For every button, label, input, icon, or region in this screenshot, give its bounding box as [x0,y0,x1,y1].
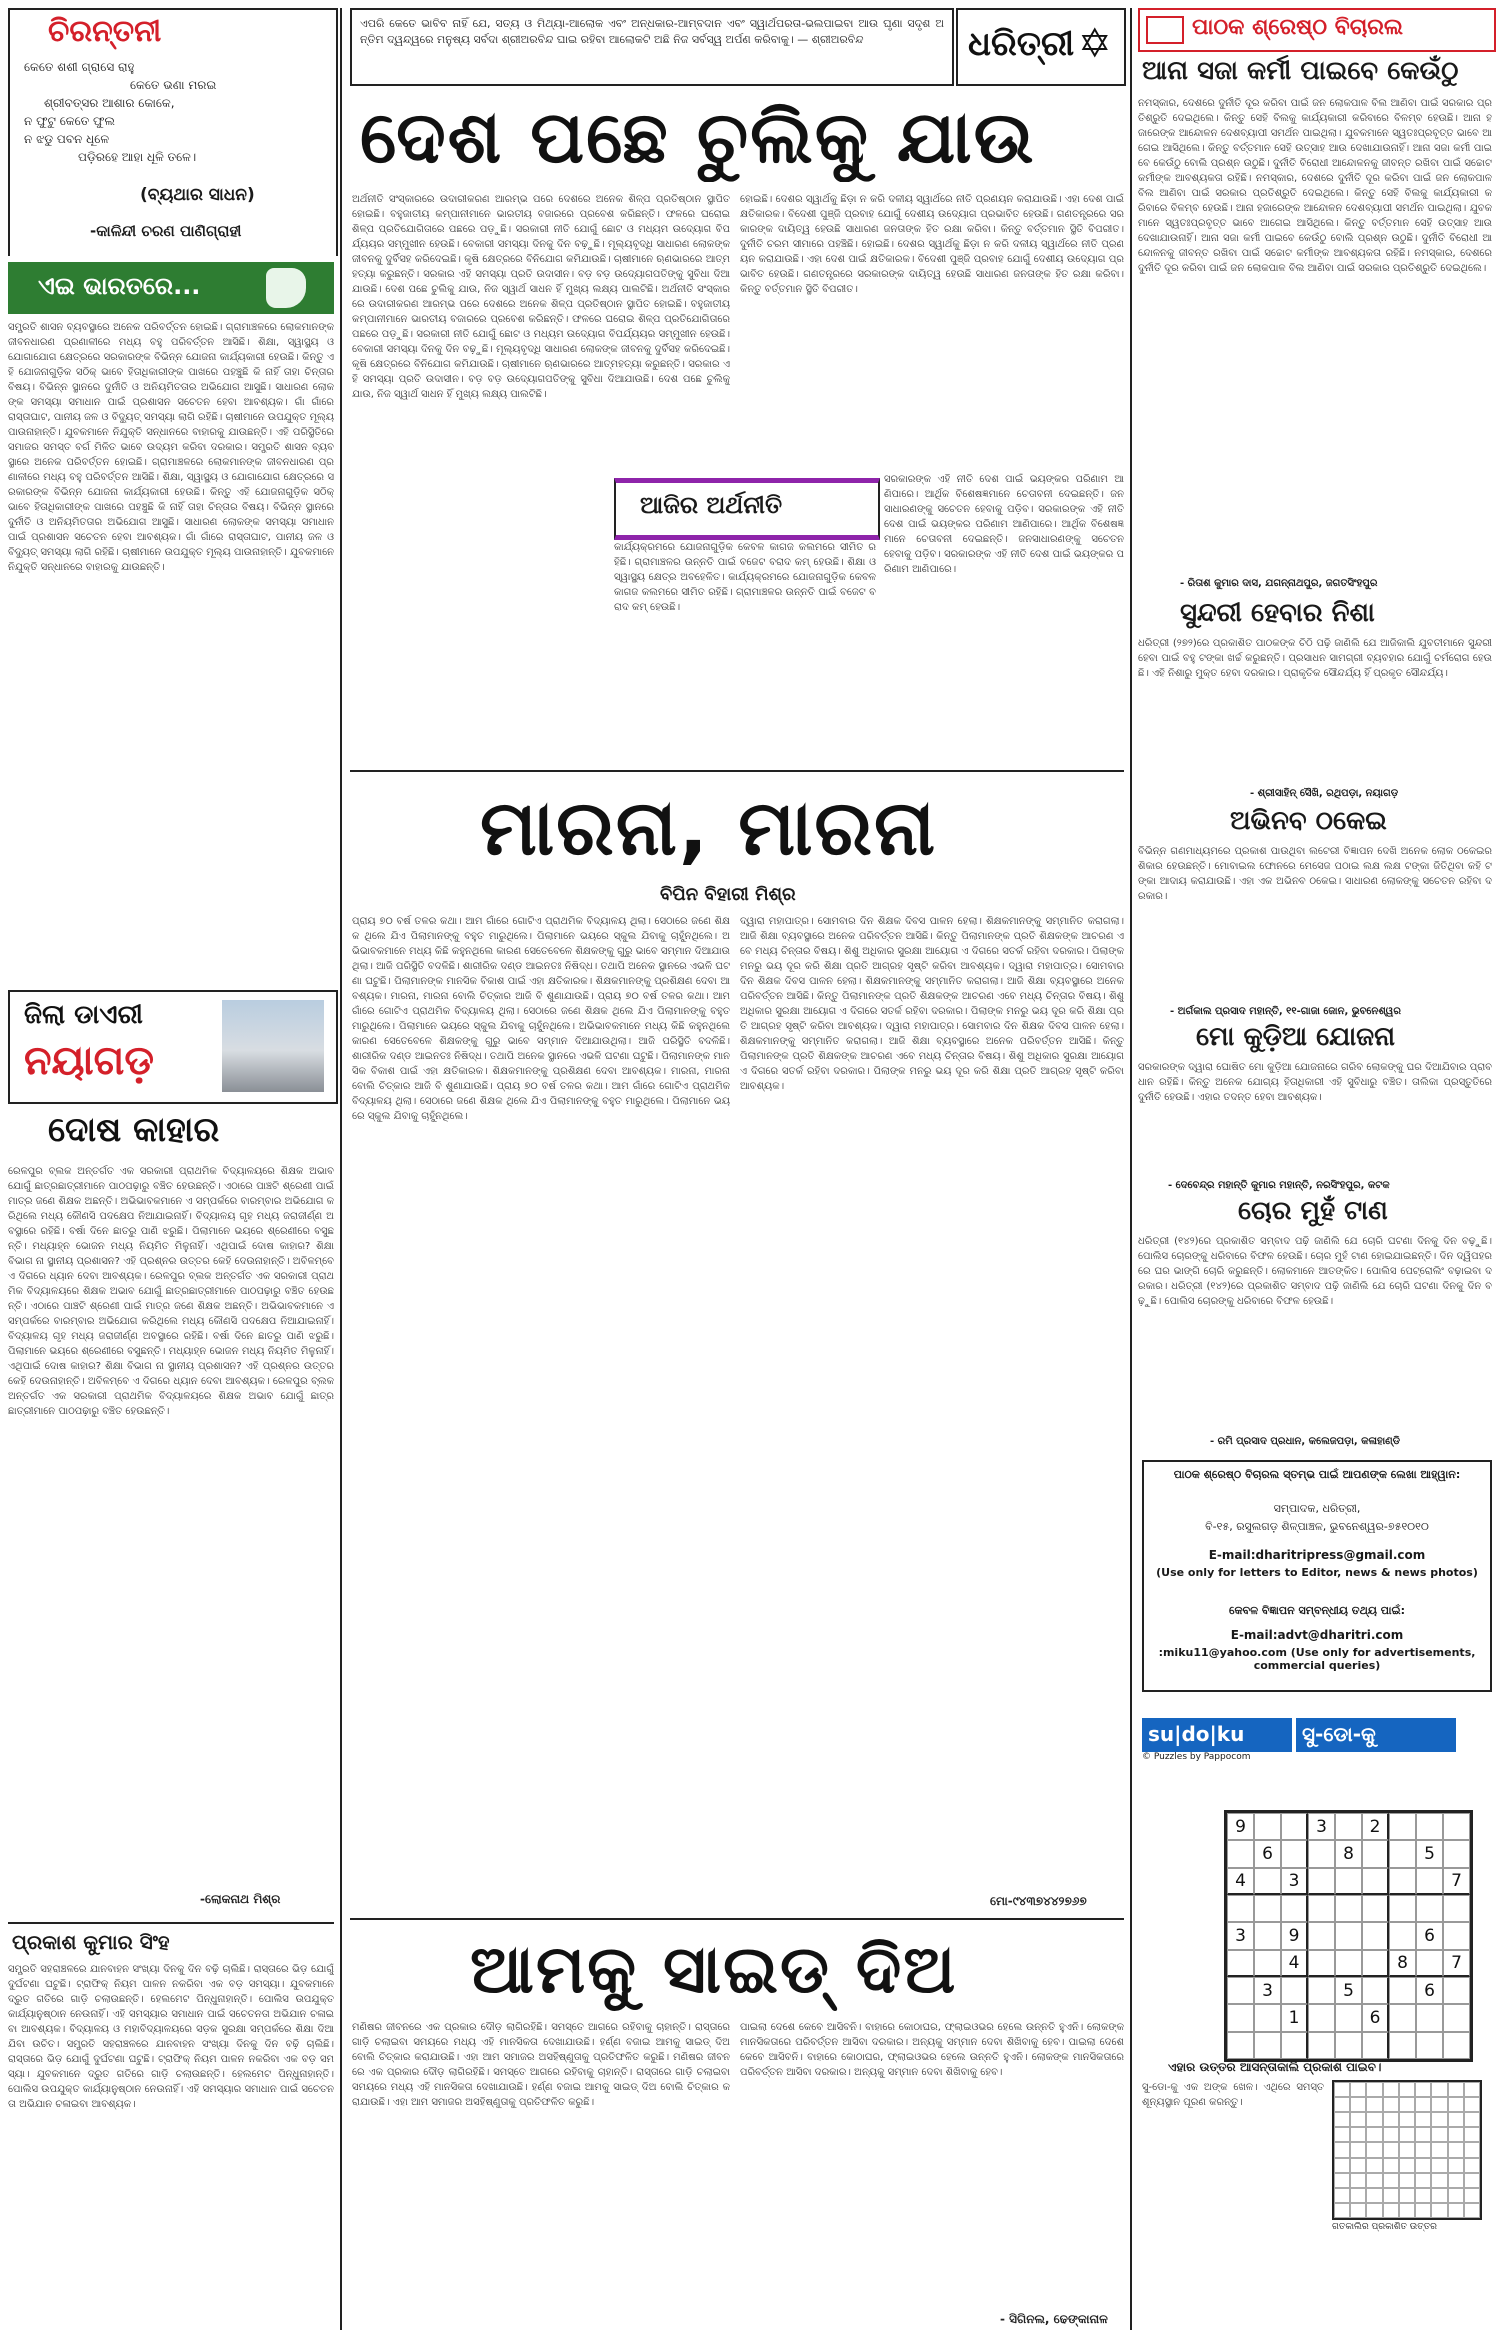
sudoku-cell[interactable] [1389,2004,1416,2031]
poem-line-3: ଶ୍ରୀବତ୍ସର ଆଶାର କୋକେ, [44,96,175,110]
mini-sudoku-cell [1350,2082,1366,2097]
mini-sudoku-cell [1431,2173,1447,2188]
zilla-diary-box [8,990,338,1104]
sudoku-cell[interactable] [1335,1868,1362,1895]
mini-sudoku-cell [1399,2158,1415,2173]
mini-sudoku-cell [1350,2173,1366,2188]
sudoku-cell[interactable] [1443,2004,1470,2031]
mini-sudoku-cell [1366,2082,1382,2097]
mini-sudoku-cell [1350,2158,1366,2173]
sudoku-cell[interactable] [1362,1868,1389,1895]
mini-sudoku-cell [1448,2158,1464,2173]
dosh-kahara-article: ରେଳପୁର ବ୍ଲକ ଅନ୍ତର୍ଗତ ଏକ ସରକାରୀ ପ୍ରାଥମିକ ବିଦ୍ୟାଳୟରେ ଶିକ୍ଷକ ଅଭାବ ଯୋଗୁଁ ଛାତ୍ରଛାତ୍ରୀମାନେ ପାଠପଢ଼ାରୁ ବଞ୍ଚିତ ହେଉଛନ୍ତି। ଏଠାରେ ପାଞ୍ଚଟି ଶ୍ରେଣୀ ପାଇଁ ମାତ୍ର ଜଣେ ଶିକ୍ଷକ ଅଛନ୍ତି। ଅଭିଭାବକମାନେ ଏ ସମ୍ପର୍କରେ ବାରମ୍ବାର ଅଭିଯୋଗ କରିଥିଲେ ମଧ୍ୟ କୌଣସି ପଦକ୍ଷେପ ନିଆଯାଇନାହିଁ। ବିଦ୍ୟାଳୟ ଗୃହ ମଧ୍ୟ ଜରାଜୀର୍ଣ୍ଣ ଅବସ୍ଥାରେ ରହିଛି। ବର୍ଷା ଦିନେ ଛାତରୁ ପାଣି ଝରୁଛି। ପିଲାମାନେ ଭୟରେ ଶ୍ରେଣୀରେ ବସୁଛନ୍ତି। ମଧ୍ୟାହ୍ନ ଭୋଜନ ମଧ୍ୟ ନିୟମିତ ମିଳୁନାହିଁ। ଏଥିପାଇଁ ଦୋଷ କାହାର? ଶିକ୍ଷା ବିଭାଗ ନା ସ୍ଥାନୀୟ ପ୍ରଶାସନ? ଏହି ପ୍ରଶ୍ନର ଉତ୍ତର କେହି ଦେଉନାହାନ୍ତି। ଅବିଳମ୍ବେ ଏ ଦିଗରେ ଧ୍ୟାନ ଦେବା ଆବଶ୍ୟକ। ରେଳପୁର ବ୍ଲକ ଅନ୍ତର୍ଗତ ଏକ ସରକାରୀ ପ୍ରାଥମିକ ବିଦ୍ୟାଳୟରେ ଶିକ୍ଷକ ଅଭାବ ଯୋଗୁଁ ଛାତ୍ରଛାତ୍ରୀମାନେ ପାଠପଢ଼ାରୁ ବଞ୍ଚିତ ହେଉଛନ୍ତି। ଏଠାରେ ପାଞ୍ଚଟି ଶ୍ରେଣୀ ପାଇଁ ମାତ୍ର ଜଣେ ଶିକ୍ଷକ ଅଛନ୍ତି। ଅଭିଭାବକମାନେ ଏ ସମ୍ପର୍କରେ ବାରମ୍ବାର ଅଭିଯୋଗ କରିଥିଲେ ମଧ୍ୟ କୌଣସି ପଦକ୍ଷେପ ନିଆଯାଇନାହିଁ। ବିଦ୍ୟାଳୟ ଗୃହ ମଧ୍ୟ ଜରାଜୀର୍ଣ୍ଣ ଅବସ୍ଥାରେ ରହିଛି। ବର୍ଷା ଦିନେ ଛାତରୁ ପାଣି ଝରୁଛି। ପିଲାମାନେ ଭୟରେ ଶ୍ରେଣୀରେ ବସୁଛନ୍ତି। ମଧ୍ୟାହ୍ନ ଭୋଜନ ମଧ୍ୟ ନିୟମିତ ମିଳୁନାହିଁ। ଏଥିପାଇଁ ଦୋଷ କାହାର? ଶିକ୍ଷା ବିଭାଗ ନା ସ୍ଥାନୀୟ ପ୍ରଶାସନ? ଏହି ପ୍ରଶ୍ନର ଉତ୍ତର କେହି ଦେଉନାହାନ୍ତି। ଅବିଳମ୍ବେ ଏ ଦିଗରେ ଧ୍ୟାନ ଦେବା ଆବଶ୍ୟକ। ରେଳପୁର ବ୍ଲକ ଅନ୍ତର୍ଗତ ଏକ ସରକାରୀ ପ୍ରାଥମିକ ବିଦ୍ୟାଳୟରେ ଶିକ୍ଷକ ଅଭାବ ଯୋଗୁଁ ଛାତ୍ରଛାତ୍ରୀମାନେ ପାଠପଢ଼ାରୁ ବଞ୍ଚିତ ହେଉଛନ୍ତି। [8,1166,334,1417]
ei-bharatare-signature: -ଲୋକନାଥ ମିଶ୍ର [200,1892,281,1906]
mini-sudoku-cell [1464,2173,1480,2188]
sudoku-cell[interactable] [1335,1813,1362,1840]
sudoku-cell[interactable]: 6 [1416,1977,1443,2004]
sudoku-cell[interactable] [1254,1895,1281,1922]
sudoku-cell[interactable] [1362,2032,1389,2059]
headline-3: ଆମକୁ ସାଇଡ୍ ଦିଅ [470,1931,958,2008]
sudoku-cell[interactable] [1389,1840,1416,1867]
mini-sudoku-cell [1431,2203,1447,2218]
sudoku-cell[interactable] [1443,1977,1470,2004]
mini-sudoku-cell [1464,2158,1480,2173]
sudoku-cell[interactable] [1254,2004,1281,2031]
headline1-article-mid-lower: କାର୍ଯ୍ୟକ୍ରମରେ ଯୋଜନାଗୁଡ଼ିକ କେବଳ କାଗଜ କଲମରେ ସୀମିତ ରହିଛି। ଗ୍ରାମାଞ୍ଚଳର ଉନ୍ନତି ପାଇଁ ବଜେଟ ବରାଦ କମ୍ ହେଉଛି। ଶିକ୍ଷା ଓ ସ୍ୱାସ୍ଥ୍ୟ କ୍ଷେତ୍ର ଅବହେଳିତ। କାର୍ଯ୍ୟକ୍ରମରେ ଯୋଜନାଗୁଡ଼ିକ କେବଳ କାଗଜ କଲମରେ ସୀମିତ ରହିଛି। ଗ୍ରାମାଞ୍ଚଳର ଉନ୍ନତି ପାଇଁ ବଜେଟ ବରାଦ କମ୍ ହେଉଛି। [614,542,876,613]
sudoku-cell[interactable]: 5 [1335,1977,1362,2004]
headline2-author: ବିପିନ ବିହାରୀ ମିଶ୍ର [660,884,796,905]
sudoku-cell[interactable] [1227,1895,1254,1922]
sudoku-cell[interactable]: 6 [1416,1922,1443,1949]
poem-line-1: କେତେ ଶଶୀ ଗ୍ରାସେ ରାହୁ [24,60,135,74]
mini-sudoku-cell [1464,2142,1480,2157]
mini-sudoku-cell [1464,2112,1480,2127]
sudoku-cell[interactable] [1281,1813,1308,1840]
contact-email-1-note: (Use only for letters to Editor, news & news photos) [1156,1566,1478,1579]
headline-2: ମାରନା, ମାରନା [480,783,938,872]
sudoku-cell[interactable]: 8 [1335,1840,1362,1867]
sudoku-caption: ଏହାର ଉତ୍ତର ଆସନ୍ତାକାଲି ପ୍ରକାଶ ପାଇବ। [1168,2060,1382,2074]
section5-title: ଚୋର ମୁହଁ ଟାଣ [1238,1196,1388,1226]
mini-sudoku-cell [1399,2127,1415,2142]
mini-sudoku-cell [1448,2127,1464,2142]
sudoku-cell[interactable]: 1 [1281,2004,1308,2031]
sudoku-cell[interactable]: 4 [1281,1950,1308,1977]
mini-sudoku-cell [1334,2188,1350,2203]
mini-sudoku-cell [1383,2173,1399,2188]
mini-sudoku-cell [1366,2203,1382,2218]
mini-sudoku-cell [1415,2173,1431,2188]
mini-sudoku-cell [1399,2142,1415,2157]
sudoku-cell[interactable] [1362,1977,1389,2004]
left-col-divider [340,8,342,2330]
section4-article: ସରକାରଙ୍କ ଦ୍ୱାରା ଘୋଷିତ ମୋ କୁଡ଼ିଆ ଯୋଜନାରେ ଗରିବ ଲୋକଙ୍କୁ ଘର ଦିଆଯିବାର ପ୍ରାବଧାନ ରହିଛି। କିନ୍ତୁ ଅନେକ ଯୋଗ୍ୟ ହିତାଧିକାରୀ ଏହି ସୁବିଧାରୁ ବଞ୍ଚିତ। ତାଲିକା ପ୍ରସ୍ତୁତିରେ ଦୁର୍ନୀତି ହେଉଛି। ଏହାର ତଦନ୍ତ ହେବା ଆବଶ୍ୟକ। [1138,1062,1492,1103]
mini-sudoku-cell [1431,2112,1447,2127]
envelope-icon [1146,16,1184,44]
sudoku-cell[interactable] [1227,1950,1254,1977]
sudoku-cell[interactable] [1416,1950,1443,1977]
sudoku-by: © Puzzles by Pappocom [1142,1752,1251,1762]
headline1-article-left: ଅର୍ଥନୀତି ସଂସ୍କାରରେ ଉଦାରୀକରଣ ଆରମ୍ଭ ପରେ ଦେଶରେ ଅନେକ ଶିଳ୍ପ ପ୍ରତିଷ୍ଠାନ ସ୍ଥାପିତ ହୋଇଛି। ବହୁଜାତୀୟ କମ୍ପାନୀମାନେ ଭାରତୀୟ ବଜାରରେ ପ୍ରବେଶ କରିଛନ୍ତି। ଫଳରେ ଘରୋଇ ଶିଳ୍ପ ପ୍ରତିଯୋଗିତାରେ ପଛରେ ପଡ଼ୁଛି। ସରକାରୀ ନୀତି ଯୋଗୁଁ ଛୋଟ ଓ ମଧ୍ୟମ ଉଦ୍ୟୋଗ ବିପର୍ଯ୍ୟୟର ସମ୍ମୁଖୀନ ହେଉଛି। ବେକାରୀ ସମସ୍ୟା ଦିନକୁ ଦିନ ବଢ଼ୁଛି। ମୂଲ୍ୟବୃଦ୍ଧି ସାଧାରଣ ଲୋକଙ୍କ ଜୀବନକୁ ଦୁର୍ବିସହ କରିଦେଇଛି। କୃଷି କ୍ଷେତ୍ରରେ ବିନିଯୋଗ କମିଯାଉଛି। ଚାଷୀମାନେ ଋଣଭାରରେ ଆତ୍ମହତ୍ୟା କରୁଛନ୍ତି। ସରକାର ଏହି ସମସ୍ୟା ପ୍ରତି ଉଦାସୀନ। ବଡ଼ ବଡ଼ ଉଦ୍ୟୋଗପତିଙ୍କୁ ସୁବିଧା ଦିଆଯାଉଛି। ଦେଶ ପଛେ ଚୁଲିକୁ ଯାଉ, ନିଜ ସ୍ୱାର୍ଥ ସାଧନ ହିଁ ମୁଖ୍ୟ ଲକ୍ଷ୍ୟ ପାଲଟିଛି। ଅର୍ଥନୀତି ସଂସ୍କାରରେ ଉଦାରୀକରଣ ଆରମ୍ଭ ପରେ ଦେଶରେ ଅନେକ ଶିଳ୍ପ ପ୍ରତିଷ୍ଠାନ ସ୍ଥାପିତ ହୋଇଛି। ବହୁଜାତୀୟ କମ୍ପାନୀମାନେ ଭାରତୀୟ ବଜାରରେ ପ୍ରବେଶ କରିଛନ୍ତି। ଫଳରେ ଘରୋଇ ଶିଳ୍ପ ପ୍ରତିଯୋଗିତାରେ ପଛରେ ପଡ଼ୁଛି। ସରକାରୀ ନୀତି ଯୋଗୁଁ ଛୋଟ ଓ ମଧ୍ୟମ ଉଦ୍ୟୋଗ ବିପର୍ଯ୍ୟୟର ସମ୍ମୁଖୀନ ହେଉଛି। ବେକାରୀ ସମସ୍ୟା ଦିନକୁ ଦିନ ବଢ଼ୁଛି। ମୂଲ୍ୟବୃଦ୍ଧି ସାଧାରଣ ଲୋକଙ୍କ ଜୀବନକୁ ଦୁର୍ବିସହ କରିଦେଇଛି। କୃଷି କ୍ଷେତ୍ରରେ ବିନିଯୋଗ କମିଯାଉଛି। ଚାଷୀମାନେ ଋଣଭାରରେ ଆତ୍ମହତ୍ୟା କରୁଛନ୍ତି। ସରକାର ଏହି ସମସ୍ୟା ପ୍ରତି ଉଦାସୀନ। ବଡ଼ ବଡ଼ ଉଦ୍ୟୋଗପତିଙ୍କୁ ସୁବିଧା ଦିଆଯାଉଛି। ଦେଶ ପଛେ ଚୁଲିକୁ ଯାଉ, ନିଜ ସ୍ୱାର୍ଥ ସାଧନ ହିଁ ମୁଖ୍ୟ ଲକ୍ଷ୍ୟ ପାଲଟିଛି। [352,194,730,400]
section2-signature: - ଶ୍ରୀସାହିନ୍ ସୈଖି, ରଥିପଡ଼ା, ନୟାଗଡ଼ [1250,788,1399,799]
mini-sudoku-cell [1415,2097,1431,2112]
quote-box [350,8,954,86]
chirantani-title: ଚିରନ୍ତନୀ [48,14,162,49]
star-icon: ✡ [1078,21,1112,67]
contact-addr-1: ସମ୍ପାଦକ, ଧରିତ୍ରୀ, [1273,1502,1361,1515]
section3-title: ଅଭିନବ ଠକେଇ [1230,806,1387,836]
sudoku-cell[interactable] [1308,1895,1335,1922]
mini-sudoku-cell [1350,2097,1366,2112]
sudoku-cell[interactable]: 7 [1443,1868,1470,1895]
mini-sudoku-cell [1448,2203,1464,2218]
mini-sudoku-cell [1464,2097,1480,2112]
mini-sudoku-cell [1399,2203,1415,2218]
sudoku-cell[interactable] [1254,1950,1281,1977]
ei-bharatare-title: ଏଇ ଭାରତରେ... [38,272,201,300]
dosh-kahara-head [8,1106,334,1158]
mini-sudoku-cell [1448,2173,1464,2188]
contact-box [1142,1460,1492,1692]
sudoku-cell[interactable]: 5 [1416,1840,1443,1867]
section5-article: ଧରିତ୍ରୀ (୧୪୨)ରେ ପ୍ରକାଶିତ ସମ୍ବାଦ ପଢ଼ି ଜାଣିଲି ଯେ ଚୋରି ଘଟଣା ଦିନକୁ ଦିନ ବଢ଼ୁଛି। ପୋଲିସ ଚୋରଙ୍କୁ ଧରିବାରେ ବିଫଳ ହେଉଛି। ଚୋର ମୁହଁ ଟାଣ ହୋଇଯାଇଛନ୍ତି। ଦିନ ଦ୍ୱିପହରରେ ଘର ଭାଙ୍ଗି ଚୋରି କରୁଛନ୍ତି। ଲୋକମାନେ ଆତଙ୍କିତ। ପୋଲିସ ପେଟ୍ରୋଲିଂ ବଢ଼ାଇବା ଦରକାର। ଧରିତ୍ରୀ (୧୪୨)ରେ ପ୍ରକାଶିତ ସମ୍ବାଦ ପଢ଼ି ଜାଣିଲି ଯେ ଚୋରି ଘଟଣା ଦିନକୁ ଦିନ ବଢ଼ୁଛି। ପୋଲିସ ଚୋରଙ୍କୁ ଧରିବାରେ ବିଫଳ ହେଉଛି। [1138,1236,1492,1307]
sudoku-cell[interactable] [1362,1922,1389,1949]
sudoku-cell[interactable] [1227,2004,1254,2031]
contact-email-3: :miku11@yahoo.com (Use only for advertisements, commercial queries) [1158,1646,1476,1672]
contact-ads-intro: କେବଳ ବିଜ୍ଞାପନ ସମ୍ବନ୍ଧୀୟ ତଥ୍ୟ ପାଇଁ: [1228,1604,1406,1617]
chirantani-box [8,8,338,256]
mini-sudoku-cell [1383,2127,1399,2142]
sudoku-cell[interactable] [1308,1840,1335,1867]
headline2-article-left: ପ୍ରାୟ ୭୦ ବର୍ଷ ତଳର କଥା। ଆମ ଗାଁରେ ଗୋଟିଏ ପ୍ରାଥମିକ ବିଦ୍ୟାଳୟ ଥିଲା। ସେଠାରେ ଜଣେ ଶିକ୍ଷକ ଥିଲେ ଯିଏ ପିଲାମାନଙ୍କୁ ବହୁତ ମାରୁଥିଲେ। ପିଲାମାନେ ଭୟରେ ସ୍କୁଲ ଯିବାକୁ ଚାହୁଁନଥିଲେ। ଅଭିଭାବକମାନେ ମଧ୍ୟ କିଛି କହୁନଥିଲେ କାରଣ ସେତେବେଳେ ଶିକ୍ଷକଙ୍କୁ ଗୁରୁ ଭାବେ ସମ୍ମାନ ଦିଆଯାଉଥିଲା। ଆଜି ପରିସ୍ଥିତି ବଦଳିଛି। ଶାରୀରିକ ଦଣ୍ଡ ଆଇନତଃ ନିଷିଦ୍ଧ। ତଥାପି ଅନେକ ସ୍ଥାନରେ ଏଭଳି ଘଟଣା ଘଟୁଛି। ପିଲାମାନଙ୍କ ମାନସିକ ବିକାଶ ପାଇଁ ଏହା କ୍ଷତିକାରକ। ଶିକ୍ଷକମାନଙ୍କୁ ପ୍ରଶିକ୍ଷଣ ଦେବା ଆବଶ୍ୟକ। ମାରନା, ମାରନା ବୋଲି ଚିତ୍କାର ଆଜି ବି ଶୁଣାଯାଉଛି। ପ୍ରାୟ ୭୦ ବର୍ଷ ତଳର କଥା। ଆମ ଗାଁରେ ଗୋଟିଏ ପ୍ରାଥମିକ ବିଦ୍ୟାଳୟ ଥିଲା। ସେଠାରେ ଜଣେ ଶିକ୍ଷକ ଥିଲେ ଯିଏ ପିଲାମାନଙ୍କୁ ବହୁତ ମାରୁଥିଲେ। ପିଲାମାନେ ଭୟରେ ସ୍କୁଲ ଯିବାକୁ ଚାହୁଁନଥିଲେ। ଅଭିଭାବକମାନେ ମଧ୍ୟ କିଛି କହୁନଥିଲେ କାରଣ ସେତେବେଳେ ଶିକ୍ଷକଙ୍କୁ ଗୁରୁ ଭାବେ ସମ୍ମାନ ଦିଆଯାଉଥିଲା। ଆଜି ପରିସ୍ଥିତି ବଦଳିଛି। ଶାରୀରିକ ଦଣ୍ଡ ଆଇନତଃ ନିଷିଦ୍ଧ। ତଥାପି ଅନେକ ସ୍ଥାନରେ ଏଭଳି ଘଟଣା ଘଟୁଛି। ପିଲାମାନଙ୍କ ମାନସିକ ବିକାଶ ପାଇଁ ଏହା କ୍ଷତିକାରକ। ଶିକ୍ଷକମାନଙ୍କୁ ପ୍ରଶିକ୍ଷଣ ଦେବା ଆବଶ୍ୟକ। ମାରନା, ମାରନା ବୋଲି ଚିତ୍କାର ଆଜି ବି ଶୁଣାଯାଉଛି। ପ୍ରାୟ ୭୦ ବର୍ଷ ତଳର କଥା। ଆମ ଗାଁରେ ଗୋଟିଏ ପ୍ରାଥମିକ ବିଦ୍ୟାଳୟ ଥିଲା। ସେଠାରେ ଜଣେ ଶିକ୍ଷକ ଥିଲେ ଯିଏ ପିଲାମାନଙ୍କୁ ବହୁତ ମାରୁଥିଲେ। ପିଲାମାନେ ଭୟରେ ସ୍କୁଲ ଯିବାକୁ ଚାହୁଁନଥିଲେ। [352,916,730,1122]
sudoku-cell[interactable]: 6 [1362,2004,1389,2031]
sudoku-cell[interactable] [1362,1895,1389,1922]
mini-sudoku-cell [1464,2188,1480,2203]
poem-line-4: ନ ଫୁଟୁ କେତେ ଫୁଲ [24,114,115,128]
section1-article: ନମସ୍କାର, ଦେଶରେ ଦୁର୍ନୀତି ଦୂର କରିବା ପାଇଁ ଜନ ଲୋକପାଳ ବିଲ ଆଣିବା ପାଇଁ ସରକାର ପ୍ରତିଶ୍ରୁତି ଦେଇଥିଲେ। କିନ୍ତୁ ସେହି ବିଲକୁ କାର୍ଯ୍ୟକାରୀ କରିବାରେ ବିଳମ୍ବ ହେଉଛି। ଆନା ହଜାରେଙ୍କ ଆନ୍ଦୋଳନ ଦେଶବ୍ୟାପୀ ସମର୍ଥନ ପାଇଥିଲା। ଯୁବକମାନେ ସ୍ୱତଃପ୍ରବୃତ୍ତ ଭାବେ ଆଗେଇ ଆସିଥିଲେ। କିନ୍ତୁ ବର୍ତ୍ତମାନ ସେହି ଉତ୍ସାହ ଆଉ ଦେଖାଯାଉନାହିଁ। ଆନା ସଜା କର୍ମୀ ପାଇବେ କେଉଁଠୁ ବୋଲି ପ୍ରଶ୍ନ ଉଠୁଛି। ଦୁର୍ନୀତି ବିରୋଧୀ ଆନ୍ଦୋଳନକୁ ଜୀବନ୍ତ ରଖିବା ପାଇଁ ସଚ୍ଚୋଟ କର୍ମୀଙ୍କ ଆବଶ୍ୟକତା ରହିଛି। ନମସ୍କାର, ଦେଶରେ ଦୁର୍ନୀତି ଦୂର କରିବା ପାଇଁ ଜନ ଲୋକପାଳ ବିଲ ଆଣିବା ପାଇଁ ସରକାର ପ୍ରତିଶ୍ରୁତି ଦେଇଥିଲେ। କିନ୍ତୁ ସେହି ବିଲକୁ କାର୍ଯ୍ୟକାରୀ କରିବାରେ ବିଳମ୍ବ ହେଉଛି। ଆନା ହଜାରେଙ୍କ ଆନ୍ଦୋଳନ ଦେଶବ୍ୟାପୀ ସମର୍ଥନ ପାଇଥିଲା। ଯୁବକମାନେ ସ୍ୱତଃପ୍ରବୃତ୍ତ ଭାବେ ଆଗେଇ ଆସିଥିଲେ। କିନ୍ତୁ ବର୍ତ୍ତମାନ ସେହି ଉତ୍ସାହ ଆଉ ଦେଖାଯାଉନାହିଁ। ଆନା ସଜା କର୍ମୀ ପାଇବେ କେଉଁଠୁ ବୋଲି ପ୍ରଶ୍ନ ଉଠୁଛି। ଦୁର୍ନୀତି ବିରୋଧୀ ଆନ୍ଦୋଳନକୁ ଜୀବନ୍ତ ରଖିବା ପାଇଁ ସଚ୍ଚୋଟ କର୍ମୀଙ୍କ ଆବଶ୍ୟକତା ରହିଛି। ନମସ୍କାର, ଦେଶରେ ଦୁର୍ନୀତି ଦୂର କରିବା ପାଇଁ ଜନ ଲୋକପାଳ ବିଲ ଆଣିବା ପାଇଁ ସରକାର ପ୍ରତିଶ୍ରୁତି ଦେଇଥିଲେ। [1138,98,1492,274]
sudoku-cell[interactable] [1308,2004,1335,2031]
mini-sudoku-cell [1415,2158,1431,2173]
sudoku-cell[interactable] [1227,1840,1254,1867]
mini-sudoku-cell [1399,2082,1415,2097]
mini-sudoku-cell [1399,2188,1415,2203]
mini-sudoku-cell [1415,2188,1431,2203]
zilla-name: ନୟାଗଡ଼ [24,1038,155,1084]
sudoku-solution-note: ଗତକାଲିର ପ୍ରକାଶିତ ଉତ୍ତର [1332,2222,1437,2232]
sudoku-cell[interactable]: 8 [1389,1950,1416,1977]
mini-sudoku-cell [1350,2127,1366,2142]
mini-sudoku-cell [1431,2097,1447,2112]
sudoku-cell[interactable]: 9 [1281,1922,1308,1949]
mini-sudoku-cell [1415,2127,1431,2142]
mini-sudoku-cell [1431,2082,1447,2097]
sudoku-cell[interactable] [1308,2032,1335,2059]
mini-sudoku-cell [1334,2173,1350,2188]
sudoku-cell[interactable]: 3 [1227,1922,1254,1949]
sudoku-cell[interactable] [1416,1813,1443,1840]
headline2-signature: ମୋ-୯୪୩୭୪୪୨୭୬୭ [990,1894,1087,1908]
mini-sudoku-cell [1448,2082,1464,2097]
sudoku-cell[interactable] [1335,1950,1362,1977]
prakash-title: ପ୍ରକାଶ କୁମାର ସିଂହ [12,1930,170,1954]
mini-sudoku-cell [1334,2158,1350,2173]
sudoku-cell[interactable] [1227,2032,1254,2059]
sudoku-cell[interactable] [1281,1840,1308,1867]
sudoku-cell[interactable] [1389,1868,1416,1895]
sudoku-cell[interactable]: 3 [1254,1977,1281,2004]
mini-sudoku-cell [1383,2082,1399,2097]
sudoku-cell[interactable]: 2 [1362,1813,1389,1840]
sudoku-cell[interactable] [1254,2032,1281,2059]
mini-sudoku-cell [1334,2127,1350,2142]
sudoku-cell[interactable]: 6 [1254,1840,1281,1867]
sudoku-cell[interactable] [1443,1840,1470,1867]
sudoku-cell[interactable] [1335,2004,1362,2031]
contact-addr-2: ବି-୧୫, ରସୁଲଗଡ଼ ଶିଳ୍ପାଞ୍ଚଳ, ଭୁବନେଶ୍ୱର-୭୫୧୦୧୦ [1205,1520,1429,1533]
mini-sudoku-cell [1383,2203,1399,2218]
mini-sudoku-cell [1366,2158,1382,2173]
sudoku-cell[interactable] [1308,1977,1335,2004]
section4-signature: - ଦେବେନ୍ଦ୍ର ମହାନ୍ତି କୁମାର ମହାନ୍ତି, ନରସିଂହପୁର, କଟକ [1168,1180,1390,1191]
mini-sudoku-solution [1332,2080,1482,2220]
sudoku-cell[interactable] [1416,1895,1443,1922]
right-col-divider [1130,8,1132,2330]
contact-email-2: E-mail:advt@dharitri.com [1230,1628,1404,1642]
dharitri-logo: ଧରିତ୍ରୀ [968,24,1075,64]
mini-sudoku-cell [1334,2082,1350,2097]
mini-sudoku-cell [1431,2188,1447,2203]
mini-sudoku-cell [1366,2112,1382,2127]
zilla-diary-label: ଜିଲା ଡାଏରୀ [24,1000,143,1030]
poem-line-6: ପଡ଼ିରହେ ଆହା ଧୂଳି ତଳେ। [78,150,197,164]
mini-sudoku-cell [1334,2112,1350,2127]
sudoku-cell[interactable] [1416,1868,1443,1895]
mini-sudoku-cell [1366,2142,1382,2157]
mini-sudoku-cell [1366,2127,1382,2142]
mini-sudoku-cell [1431,2158,1447,2173]
mini-sudoku-cell [1448,2097,1464,2112]
mini-sudoku-cell [1383,2158,1399,2173]
mini-sudoku-cell [1366,2173,1382,2188]
sudoku-brand [1142,1718,1488,1762]
sudoku-cell[interactable] [1443,1813,1470,1840]
sudoku-grid[interactable] [1224,1810,1473,2062]
sudoku-cell[interactable] [1389,2032,1416,2059]
contact-intro: ପାଠକ ଶ୍ରେଷ୍ଠ ବିଚାରଲ ସ୍ତମ୍ଭ ପାଇଁ ଆପଣଙ୍କ ଲେଖା ଆହ୍ୱାନ: [1173,1468,1461,1481]
pathaka-banner-title: ପାଠକ ଶ୍ରେଷ୍ଠ ବିଚାରଲ [1192,15,1404,40]
mini-sudoku-cell [1464,2082,1480,2097]
ei-bharatare-banner [8,262,334,314]
headline1-article-right-lower: ସରକାରଙ୍କ ଏହି ନୀତି ଦେଶ ପାଇଁ ଭୟଙ୍କର ପରିଣାମ ଆଣିପାରେ। ଆର୍ଥିକ ବିଶେଷଜ୍ଞମାନେ ଚେତାବନୀ ଦେଇଛନ୍ତି। ଜନସାଧାରଣଙ୍କୁ ସଚେତନ ହେବାକୁ ପଡ଼ିବ। ସରକାରଙ୍କ ଏହି ନୀତି ଦେଶ ପାଇଁ ଭୟଙ୍କର ପରିଣାମ ଆଣିପାରେ। ଆର୍ଥିକ ବିଶେଷଜ୍ଞମାନେ ଚେତାବନୀ ଦେଇଛନ୍ତି। ଜନସାଧାରଣଙ୍କୁ ସଚେତନ ହେବାକୁ ପଡ଼ିବ। ସରକାରଙ୍କ ଏହି ନୀତି ଦେଶ ପାଇଁ ଭୟଙ୍କର ପରିଣାମ ଆଣିପାରେ। [884,474,1124,575]
mini-sudoku-cell [1383,2142,1399,2157]
section2-article: ଧରିତ୍ରୀ (୨୭୨)ରେ ପ୍ରକାଶିତ ପାଠକଙ୍କ ଚିଠି ପଢ଼ି ଜାଣିଲି ଯେ ଆଜିକାଲି ଯୁବତୀମାନେ ସୁନ୍ଦରୀ ହେବା ପାଇଁ ବହୁ ଟଙ୍କା ଖର୍ଚ୍ଚ କରୁଛନ୍ତି। ପ୍ରସାଧନ ସାମଗ୍ରୀ ବ୍ୟବହାର ଯୋଗୁଁ ଚର୍ମରୋଗ ହେଉଛି। ଏହି ନିଶାରୁ ମୁକ୍ତ ହେବା ଦରକାର। ପ୍ରାକୃତିକ ସୌନ୍ଦର୍ଯ୍ୟ ହିଁ ପ୍ରକୃତ ସୌନ୍ଦର୍ଯ୍ୟ। [1138,638,1492,679]
sudoku-cell[interactable]: 7 [1443,1950,1470,1977]
section3-signature: - ଅର୍ଗକାଲ ପ୍ରସାଦ ମହାନ୍ତି, ୧୧-ଗାଜା ଜୋନ, ଭୁବନେଶ୍ୱର [1170,1006,1401,1017]
left-bottom-divider [8,1922,334,1924]
mini-sudoku-cell [1334,2097,1350,2112]
mini-sudoku-cell [1350,2112,1366,2127]
mini-sudoku-cell [1415,2112,1431,2127]
mini-sudoku-cell [1415,2082,1431,2097]
sudoku-cell[interactable] [1362,1840,1389,1867]
headline2-article-right: ଦ୍ୱାରା ମହାପାତ୍ର। ସୋମବାର ଦିନ ଶିକ୍ଷକ ଦିବସ ପାଳନ ହେଲା। ଶିକ୍ଷକମାନଙ୍କୁ ସମ୍ମାନିତ କରାଗଲା। ଆଜି ଶିକ୍ଷା ବ୍ୟବସ୍ଥାରେ ଅନେକ ପରିବର୍ତ୍ତନ ଆସିଛି। କିନ୍ତୁ ପିଲାମାନଙ୍କ ପ୍ରତି ଶିକ୍ଷକଙ୍କ ଆଚରଣ ଏବେ ମଧ୍ୟ ଚିନ୍ତାର ବିଷୟ। ଶିଶୁ ଅଧିକାର ସୁରକ୍ଷା ଆୟୋଗ ଏ ଦିଗରେ ସତର୍କ ରହିବା ଦରକାର। ପିଲାଙ୍କ ମନରୁ ଭୟ ଦୂର କରି ଶିକ୍ଷା ପ୍ରତି ଆଗ୍ରହ ସୃଷ୍ଟି କରିବା ଆବଶ୍ୟକ। ଦ୍ୱାରା ମହାପାତ୍ର। ସୋମବାର ଦିନ ଶିକ୍ଷକ ଦିବସ ପାଳନ ହେଲା। ଶିକ୍ଷକମାନଙ୍କୁ ସମ୍ମାନିତ କରାଗଲା। ଆଜି ଶିକ୍ଷା ବ୍ୟବସ୍ଥାରେ ଅନେକ ପରିବର୍ତ୍ତନ ଆସିଛି। କିନ୍ତୁ ପିଲାମାନଙ୍କ ପ୍ରତି ଶିକ୍ଷକଙ୍କ ଆଚରଣ ଏବେ ମଧ୍ୟ ଚିନ୍ତାର ବିଷୟ। ଶିଶୁ ଅଧିକାର ସୁରକ୍ଷା ଆୟୋଗ ଏ ଦିଗରେ ସତର୍କ ରହିବା ଦରକାର। ପିଲାଙ୍କ ମନରୁ ଭୟ ଦୂର କରି ଶିକ୍ଷା ପ୍ରତି ଆଗ୍ରହ ସୃଷ୍ଟି କରିବା ଆବଶ୍ୟକ। ଦ୍ୱାରା ମହାପାତ୍ର। ସୋମବାର ଦିନ ଶିକ୍ଷକ ଦିବସ ପାଳନ ହେଲା। ଶିକ୍ଷକମାନଙ୍କୁ ସମ୍ମାନିତ କରାଗଲା। ଆଜି ଶିକ୍ଷା ବ୍ୟବସ୍ଥାରେ ଅନେକ ପରିବର୍ତ୍ତନ ଆସିଛି। କିନ୍ତୁ ପିଲାମାନଙ୍କ ପ୍ରତି ଶିକ୍ଷକଙ୍କ ଆଚରଣ ଏବେ ମଧ୍ୟ ଚିନ୍ତାର ବିଷୟ। ଶିଶୁ ଅଧିକାର ସୁରକ୍ଷା ଆୟୋଗ ଏ ଦିଗରେ ସତର୍କ ରହିବା ଦରକାର। ପିଲାଙ୍କ ମନରୁ ଭୟ ଦୂର କରି ଶିକ୍ଷା ପ୍ରତି ଆଗ୍ରହ ସୃଷ୍ଟି କରିବା ଆବଶ୍ୟକ। [740,916,1124,1092]
sudoku-cell[interactable] [1443,1895,1470,1922]
poem-source: (ବ୍ୟଥାର ସାଧନ) [140,185,255,205]
sudoku-cell[interactable]: 3 [1281,1868,1308,1895]
mini-sudoku-cell [1399,2097,1415,2112]
prakash-article: ସମ୍ପ୍ରତି ସହରାଞ୍ଚଳରେ ଯାନବାହନ ସଂଖ୍ୟା ଦିନକୁ ଦିନ ବଢ଼ି ଚାଲିଛି। ରାସ୍ତାରେ ଭିଡ଼ ଯୋଗୁଁ ଦୁର୍ଘଟଣା ଘଟୁଛି। ଟ୍ରାଫିକ୍ ନିୟମ ପାଳନ ନକରିବା ଏକ ବଡ଼ ସମସ୍ୟା। ଯୁବକମାନେ ଦ୍ରୁତ ଗତିରେ ଗାଡ଼ି ଚଲାଉଛନ୍ତି। ହେଲମେଟ ପିନ୍ଧୁନାହାନ୍ତି। ପୋଲିସ ଉପଯୁକ୍ତ କାର୍ଯ୍ୟାନୁଷ୍ଠାନ ନେଉନାହିଁ। ଏହି ସମସ୍ୟାର ସମାଧାନ ପାଇଁ ସଚେତନତା ଅଭିଯାନ ଚଳାଇବା ଆବଶ୍ୟକ। ବିଦ୍ୟାଳୟ ଓ ମହାବିଦ୍ୟାଳୟରେ ସଡ଼କ ସୁରକ୍ଷା ସମ୍ପର୍କରେ ଶିକ୍ଷା ଦିଆଯିବା ଉଚିତ। ସମ୍ପ୍ରତି ସହରାଞ୍ଚଳରେ ଯାନବାହନ ସଂଖ୍ୟା ଦିନକୁ ଦିନ ବଢ଼ି ଚାଲିଛି। ରାସ୍ତାରେ ଭିଡ଼ ଯୋଗୁଁ ଦୁର୍ଘଟଣା ଘଟୁଛି। ଟ୍ରାଫିକ୍ ନିୟମ ପାଳନ ନକରିବା ଏକ ବଡ଼ ସମସ୍ୟା। ଯୁବକମାନେ ଦ୍ରୁତ ଗତିରେ ଗାଡ଼ି ଚଲାଉଛନ୍ତି। ହେଲମେଟ ପିନ୍ଧୁନାହାନ୍ତି। ପୋଲିସ ଉପଯୁକ୍ତ କାର୍ଯ୍ୟାନୁଷ୍ଠାନ ନେଉନାହିଁ। ଏହି ସମସ୍ୟାର ସମାଧାନ ପାଇଁ ସଚେତନତା ଅଭିଯାନ ଚଳାଇବା ଆବଶ୍ୟକ। [8,1964,334,2110]
section1-signature: - ରିତାଶ କୁମାର ଦାସ, ଯଗନ୍ନାଥପୁର, ଜଗତସିଂହପୁର [1180,578,1378,589]
masthead-logo [956,8,1126,86]
temple-photo [222,1000,324,1092]
mini-sudoku-cell [1448,2112,1464,2127]
mini-sudoku-cell [1431,2127,1447,2142]
sudoku-cell[interactable] [1335,1922,1362,1949]
sudoku-help [1142,2080,1324,2316]
sudoku-cell[interactable] [1443,2032,1470,2059]
sudoku-cell[interactable] [1389,1977,1416,2004]
dosh-kahara-title: ଦୋଷ କାହାର [48,1110,220,1150]
sudoku-cell[interactable] [1308,1950,1335,1977]
india-map-icon [266,268,306,308]
mini-sudoku-cell [1350,2203,1366,2218]
sudoku-cell[interactable] [1335,1895,1362,1922]
pathaka-banner [1138,8,1496,52]
ei-bharatare-article: ସମ୍ପ୍ରତି ଶାସନ ବ୍ୟବସ୍ଥାରେ ଅନେକ ପରିବର୍ତ୍ତନ ହୋଇଛି। ଗ୍ରାମାଞ୍ଚଳରେ ଲୋକମାନଙ୍କ ଜୀବନଧାରଣ ପ୍ରଣାଳୀରେ ମଧ୍ୟ ବହୁ ପରିବର୍ତ୍ତନ ଆସିଛି। ଶିକ୍ଷା, ସ୍ୱାସ୍ଥ୍ୟ ଓ ଯୋଗାଯୋଗ କ୍ଷେତ୍ରରେ ସରକାରଙ୍କ ବିଭିନ୍ନ ଯୋଜନା କାର୍ଯ୍ୟକାରୀ ହେଉଛି। କିନ୍ତୁ ଏହି ଯୋଜନାଗୁଡ଼ିକ ସଠିକ୍ ଭାବେ ହିତାଧିକାରୀଙ୍କ ପାଖରେ ପହଞ୍ଚୁଛି କି ନାହିଁ ତାହା ଚିନ୍ତାର ବିଷୟ। ବିଭିନ୍ନ ସ୍ଥାନରେ ଦୁର୍ନୀତି ଓ ଅନିୟମିତତାର ଅଭିଯୋଗ ଆସୁଛି। ସାଧାରଣ ଲୋକଙ୍କ ସମସ୍ୟା ସମାଧାନ ପାଇଁ ପ୍ରଶାସନ ସଚେତନ ହେବା ଆବଶ୍ୟକ। ଗାଁ ଗାଁରେ ରାସ୍ତାଘାଟ, ପାନୀୟ ଜଳ ଓ ବିଦ୍ୟୁତ୍ ସମସ୍ୟା ଲାଗି ରହିଛି। ଚାଷୀମାନେ ଉପଯୁକ୍ତ ମୂଲ୍ୟ ପାଉନାହାନ୍ତି। ଯୁବକମାନେ ନିଯୁକ୍ତି ସନ୍ଧାନରେ ବାହାରକୁ ଯାଉଛନ୍ତି। ଏହି ପରିସ୍ଥିତିରେ ସମାଜର ସମସ୍ତ ବର୍ଗ ମିଳିତ ଭାବେ ଉଦ୍ୟମ କରିବା ଦରକାର। ସମ୍ପ୍ରତି ଶାସନ ବ୍ୟବସ୍ଥାରେ ଅନେକ ପରିବର୍ତ୍ତନ ହୋଇଛି। ଗ୍ରାମାଞ୍ଚଳରେ ଲୋକମାନଙ୍କ ଜୀବନଧାରଣ ପ୍ରଣାଳୀରେ ମଧ୍ୟ ବହୁ ପରିବର୍ତ୍ତନ ଆସିଛି। ଶିକ୍ଷା, ସ୍ୱାସ୍ଥ୍ୟ ଓ ଯୋଗାଯୋଗ କ୍ଷେତ୍ରରେ ସରକାରଙ୍କ ବିଭିନ୍ନ ଯୋଜନା କାର୍ଯ୍ୟକାରୀ ହେଉଛି। କିନ୍ତୁ ଏହି ଯୋଜନାଗୁଡ଼ିକ ସଠିକ୍ ଭାବେ ହିତାଧିକାରୀଙ୍କ ପାଖରେ ପହଞ୍ଚୁଛି କି ନାହିଁ ତାହା ଚିନ୍ତାର ବିଷୟ। ବିଭିନ୍ନ ସ୍ଥାନରେ ଦୁର୍ନୀତି ଓ ଅନିୟମିତତାର ଅଭିଯୋଗ ଆସୁଛି। ସାଧାରଣ ଲୋକଙ୍କ ସମସ୍ୟା ସମାଧାନ ପାଇଁ ପ୍ରଶାସନ ସଚେତନ ହେବା ଆବଶ୍ୟକ। ଗାଁ ଗାଁରେ ରାସ୍ତାଘାଟ, ପାନୀୟ ଜଳ ଓ ବିଦ୍ୟୁତ୍ ସମସ୍ୟା ଲାଗି ରହିଛି। ଚାଷୀମାନେ ଉପଯୁକ୍ତ ମୂଲ୍ୟ ପାଉନାହାନ୍ତି। ଯୁବକମାନେ ନିଯୁକ୍ତି ସନ୍ଧାନରେ ବାହାରକୁ ଯାଉଛନ୍ତି। [8,322,334,573]
sudoku-brand-right: ସୁ-ଡୋ-କୁ [1296,1718,1456,1752]
mini-sudoku-cell [1415,2142,1431,2157]
sudoku-cell[interactable] [1254,1922,1281,1949]
sudoku-cell[interactable] [1389,1813,1416,1840]
mini-sudoku-cell [1448,2142,1464,2157]
sudoku-cell[interactable] [1281,1895,1308,1922]
section4-title: ମୋ କୁଡ଼ିଆ ଯୋଜନା [1196,1022,1395,1052]
sudoku-cell[interactable] [1362,1950,1389,1977]
contact-email-1: E-mail:dharitripress@gmail.com [1208,1548,1426,1562]
mini-sudoku-cell [1366,2097,1382,2112]
masthead-quote: ଏପରି କେତେ ଭାବିବ ନାହିଁ ଯେ, ସତ୍ୟ ଓ ମିଥ୍ୟା-ଆଲୋକ ଏବଂ ଅନ୍ଧକାର-ଆମ୍ବଦାନ ଏବଂ ସ୍ୱାର୍ଥପରତା-ଭଲପାଇବା ଆଉ ଘୃଣା ସଦୃଶ ଅନ୍ତିମ ଦ୍ୱନ୍ଦ୍ୱରେ ମନୁଷ୍ୟ ସର୍ବଦା ଶ୍ରୀଅରବିନ୍ଦ ଘାଇ ରହିବା ଆଲୋକଟି ଅଛି ନିଜ ସର୍ବସ୍ୱ ଅର୍ପଣ କରିବାକୁ। — ଶ୍ରୀଅରବିନ୍ଦ [360,17,944,46]
headline-1: ଦେଶ ପଛେ ଚୁଲିକୁ ଯାଉ [360,95,1036,179]
sudoku-cell[interactable] [1254,1868,1281,1895]
mini-sudoku-cell [1383,2112,1399,2127]
mini-sudoku-cell [1350,2188,1366,2203]
mini-sudoku-cell [1334,2142,1350,2157]
mini-sudoku-cell [1383,2097,1399,2112]
sudoku-cell[interactable]: 9 [1227,1813,1254,1840]
sudoku-cell[interactable] [1389,1922,1416,1949]
sudoku-cell[interactable]: 3 [1308,1813,1335,1840]
mini-sudoku-cell [1366,2188,1382,2203]
sudoku-cell[interactable]: 4 [1227,1868,1254,1895]
mini-sudoku-cell [1399,2173,1415,2188]
mini-sudoku-cell [1415,2203,1431,2218]
mini-sudoku-cell [1350,2142,1366,2157]
sudoku-cell[interactable] [1227,1977,1254,2004]
sudoku-cell[interactable] [1443,1922,1470,1949]
center-divider-2 [350,1918,1124,1920]
prakash-head [8,1926,334,1960]
sudoku-brand-left: su|do|ku [1142,1718,1292,1752]
headline3-article-right: ପାଇଲା ଦେଶେ କେବେ ଆସିବନି। ବାହାରେ କୋଠାଘର, ଫ୍ଲାଇଓଭର ହେଲେ ଉନ୍ନତି ହୁଏନି। ଲୋକଙ୍କ ମାନସିକତାରେ ପରିବର୍ତ୍ତନ ଆସିବା ଦରକାର। ଅନ୍ୟକୁ ସମ୍ମାନ ଦେବା ଶିଖିବାକୁ ହେବ। ପାଇଲା ଦେଶେ କେବେ ଆସିବନି। ବାହାରେ କୋଠାଘର, ଫ୍ଲାଇଓଭର ହେଲେ ଉନ୍ନତି ହୁଏନି। ଲୋକଙ୍କ ମାନସିକତାରେ ପରିବର୍ତ୍ତନ ଆସିବା ଦରକାର। ଅନ୍ୟକୁ ସମ୍ମାନ ଦେବା ଶିଖିବାକୁ ହେବ। [740,2022,1124,2078]
sudoku-cell[interactable] [1308,1922,1335,1949]
mini-sudoku-cell [1464,2203,1480,2218]
mini-sudoku-cell [1383,2188,1399,2203]
sudoku-cell[interactable] [1281,1977,1308,2004]
center-divider-1 [350,770,1124,772]
section3-article: ବିଭିନ୍ନ ଗଣମାଧ୍ୟମରେ ପ୍ରକାଶ ପାଉଥିବା ଲଟେରୀ ବିଜ୍ଞାପନ ଦେଖି ଅନେକ ଲୋକ ଠକେଇର ଶିକାର ହେଉଛନ୍ତି। ମୋବାଇଲ ଫୋନରେ ମେସେଜ ପଠାଇ ଲକ୍ଷ ଲକ୍ଷ ଟଙ୍କା ଜିତିଥିବା କହି ଟଙ୍କା ଆଦାୟ କରାଯାଉଛି। ଏହା ଏକ ଅଭିନବ ଠକେଇ। ସାଧାରଣ ଲୋକଙ୍କୁ ସଚେତନ ରହିବା ଦରକାର। [1138,846,1492,902]
sudoku-cell[interactable] [1308,1868,1335,1895]
section1-title: ଆନା ସଜା କର୍ମୀ ପାଇବେ କେଉଁଠୁ [1142,56,1459,86]
ajira-arthaniti-title: ଆଜିର ଅର୍ଥନୀତି [640,491,783,519]
poem-author: -କାଳିନ୍ଦୀ ଚରଣ ପାଣିଗ୍ରାହୀ [90,222,242,240]
mini-sudoku-cell [1448,2188,1464,2203]
sudoku-cell[interactable] [1416,2004,1443,2031]
ajira-arthaniti-box [614,478,880,540]
sudoku-cell[interactable] [1281,2032,1308,2059]
sudoku-cell[interactable] [1254,1813,1281,1840]
mini-sudoku-cell [1431,2142,1447,2157]
section5-signature: - ରମି ପ୍ରସାଦ ପ୍ରଧାନ, କଲେଜପଡ଼ା, କଳାହାଣ୍ଡି [1210,1436,1401,1447]
poem-line-2: କେତେ ଭଣା ମରଇ [130,78,217,92]
section2-title: ସୁନ୍ଦରୀ ହେବାର ନିଶା [1180,598,1375,628]
mini-sudoku-cell [1399,2112,1415,2127]
sudoku-help-text: ସୁ-ଡୋ-କୁ ଏକ ଅଙ୍କ ଖେଳ। ଏଥିରେ ସମସ୍ତ ଶୂନ୍ୟସ୍ଥାନ ପୂରଣ କରନ୍ତୁ। [1142,2082,1324,2108]
headline3-article-left: ମଣିଷର ଜୀବନରେ ଏକ ପ୍ରକାର ଦୌଡ଼ ଲାଗିରହିଛି। ସମସ୍ତେ ଆଗରେ ରହିବାକୁ ଚାହାନ୍ତି। ରାସ୍ତାରେ ଗାଡ଼ି ଚଲାଇବା ସମୟରେ ମଧ୍ୟ ଏହି ମାନସିକତା ଦେଖାଯାଉଛି। ହର୍ଣ୍ଣ ବଜାଇ ଆମକୁ ସାଇଡ୍ ଦିଅ ବୋଲି ଚିତ୍କାର କରାଯାଉଛି। ଏହା ଆମ ସମାଜର ଅସହିଷ୍ଣୁତାକୁ ପ୍ରତିଫଳିତ କରୁଛି। ମଣିଷର ଜୀବନରେ ଏକ ପ୍ରକାର ଦୌଡ଼ ଲାଗିରହିଛି। ସମସ୍ତେ ଆଗରେ ରହିବାକୁ ଚାହାନ୍ତି। ରାସ୍ତାରେ ଗାଡ଼ି ଚଲାଇବା ସମୟରେ ମଧ୍ୟ ଏହି ମାନସିକତା ଦେଖାଯାଉଛି। ହର୍ଣ୍ଣ ବଜାଇ ଆମକୁ ସାଇଡ୍ ଦିଅ ବୋଲି ଚିତ୍କାର କରାଯାଉଛି। ଏହା ଆମ ସମାଜର ଅସହିଷ୍ଣୁତାକୁ ପ୍ରତିଫଳିତ କରୁଛି। [352,2022,730,2108]
mini-sudoku-cell [1464,2127,1480,2142]
sudoku-cell[interactable] [1416,2032,1443,2059]
sudoku-cell[interactable] [1335,2032,1362,2059]
headline1-article-right: ହୋଇଛି। ଦେଶର ସ୍ୱାର୍ଥକୁ ଛିଡ଼ା ନ କରି ଦଳୀୟ ସ୍ୱାର୍ଥରେ ନୀତି ପ୍ରଣୟନ କରାଯାଉଛି। ଏହା ଦେଶ ପାଇଁ କ୍ଷତିକାରକ। ବିଦେଶୀ ପୁଞ୍ଜି ପ୍ରବାହ ଯୋଗୁଁ ଦେଶୀୟ ଉଦ୍ୟୋଗ ପ୍ରଭାବିତ ହେଉଛି। ଗଣତନ୍ତ୍ରରେ ସରକାରଙ୍କ ଦାୟିତ୍ୱ ହେଉଛି ସାଧାରଣ ଜନତାଙ୍କ ହିତ ରକ୍ଷା କରିବା। କିନ୍ତୁ ବର୍ତ୍ତମାନ ସ୍ଥିତି ବିପରୀତ। ଦୁର୍ନୀତି ଚରମ ସୀମାରେ ପହଞ୍ଚିଛି। ହୋଇଛି। ଦେଶର ସ୍ୱାର୍ଥକୁ ଛିଡ଼ା ନ କରି ଦଳୀୟ ସ୍ୱାର୍ଥରେ ନୀତି ପ୍ରଣୟନ କରାଯାଉଛି। ଏହା ଦେଶ ପାଇଁ କ୍ଷତିକାରକ। ବିଦେଶୀ ପୁଞ୍ଜି ପ୍ରବାହ ଯୋଗୁଁ ଦେଶୀୟ ଉଦ୍ୟୋଗ ପ୍ରଭାବିତ ହେଉଛି। ଗଣତନ୍ତ୍ରରେ ସରକାରଙ୍କ ଦାୟିତ୍ୱ ହେଉଛି ସାଧାରଣ ଜନତାଙ୍କ ହିତ ରକ୍ଷା କରିବା। କିନ୍ତୁ ବର୍ତ୍ତମାନ ସ୍ଥିତି ବିପରୀତ। [740,194,1124,295]
poem-line-5: ନ ଝଡୁ ପବନ ଧୂଳେ [24,132,109,146]
headline3-signature: - ସିଗିନଲ, ଢେଙ୍କାନାଳ [1000,2312,1108,2326]
sudoku-cell[interactable] [1389,1895,1416,1922]
mini-sudoku-cell [1334,2203,1350,2218]
